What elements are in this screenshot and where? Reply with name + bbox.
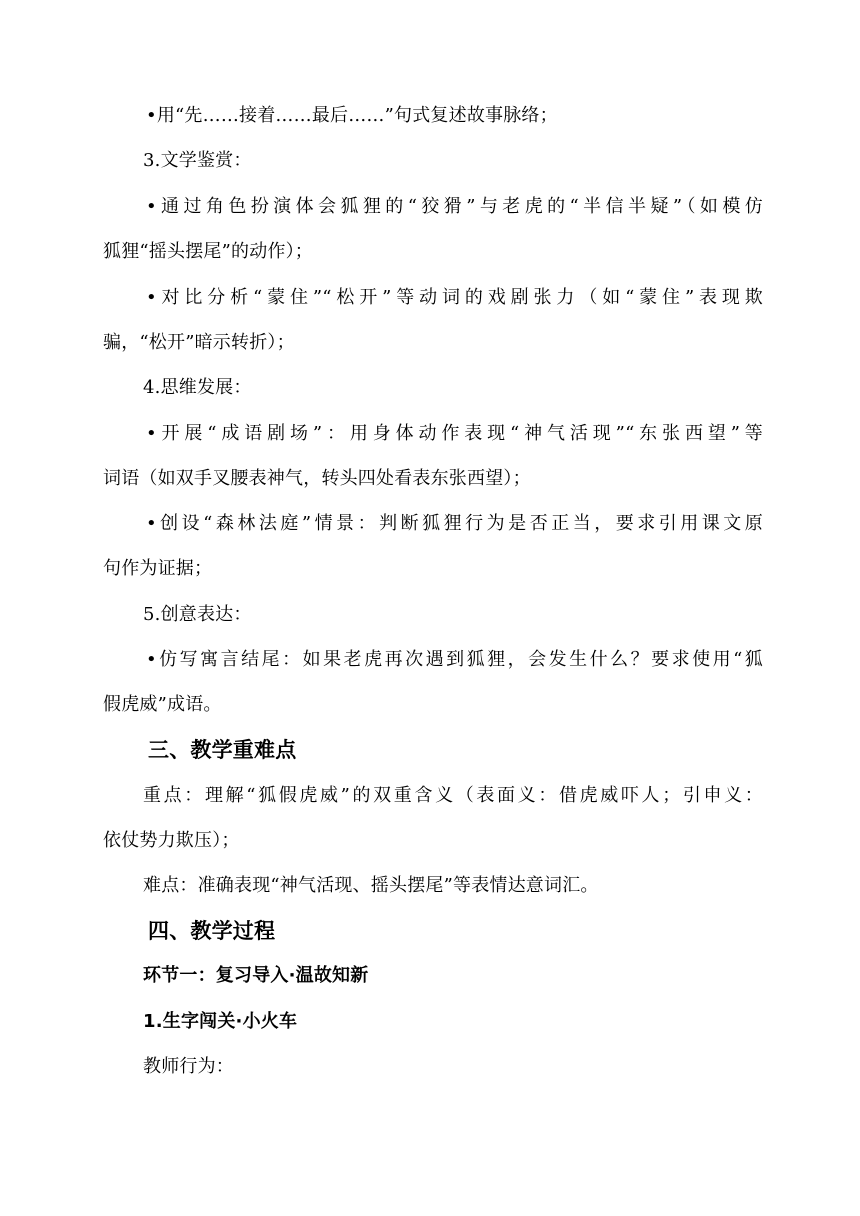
subheading-review-intro: 环节一：复习导入·温故知新 <box>143 965 369 986</box>
bullet-forest-court-line2: 句作为证据； <box>103 558 213 579</box>
key-point-line2: 依仗势力欺压）； <box>103 830 240 851</box>
bullet-fable-ending-line2: 假虎威”成语。 <box>103 694 222 715</box>
teacher-behavior-label: 教师行为： <box>143 1056 234 1077</box>
difficult-point: 难点：准确表现“神气活现、摇头摆尾”等表情达意词汇。 <box>143 875 599 896</box>
key-point-line1: 重点：理解“狐假虎威”的双重含义（表面义：借虎威吓人；引申义： <box>143 785 763 806</box>
bullet-fable-ending-line1: •仿写寓言结尾：如果老虎再次遇到狐狸，会发生什么？要求使用“狐 <box>146 649 763 670</box>
section-thinking-development: 4.思维发展： <box>143 377 252 398</box>
bullet-role-play-line2: 狐狸“摇头摆尾”的动作）； <box>103 241 314 262</box>
heading-key-difficulties: 三、教学重难点 <box>148 738 297 762</box>
section-literary-appreciation: 3.文学鉴赏： <box>143 150 252 171</box>
bullet-idiom-theater-line1: •开展“成语剧场”：用身体动作表现“神气活现”“东张西望”等 <box>146 423 763 444</box>
section-creative-expression: 5.创意表达： <box>143 604 252 625</box>
bullet-idiom-theater-line2: 词语（如双手叉腰表神气，转头四处看表东张西望）； <box>103 468 531 489</box>
bullet-forest-court-line1: •创设“森林法庭”情景：判断狐狸行为是否正当，要求引用课文原 <box>146 513 763 534</box>
heading-teaching-process: 四、教学过程 <box>148 919 276 943</box>
bullet-role-play-line1: •通过角色扮演体会狐狸的“狡猾”与老虎的“半信半疑”（如模仿 <box>146 196 763 217</box>
bullet-retell-story: •用“先……接着……最后……”句式复述故事脉络； <box>146 105 558 126</box>
subheading-character-train: 1.生字闯关·小火车 <box>143 1011 298 1032</box>
bullet-verb-analysis-line1: •对比分析“蒙住”“松开”等动词的戏剧张力（如“蒙住”表现欺 <box>146 287 763 308</box>
bullet-verb-analysis-line2: 骗，“松开”暗示转折）； <box>103 332 295 353</box>
